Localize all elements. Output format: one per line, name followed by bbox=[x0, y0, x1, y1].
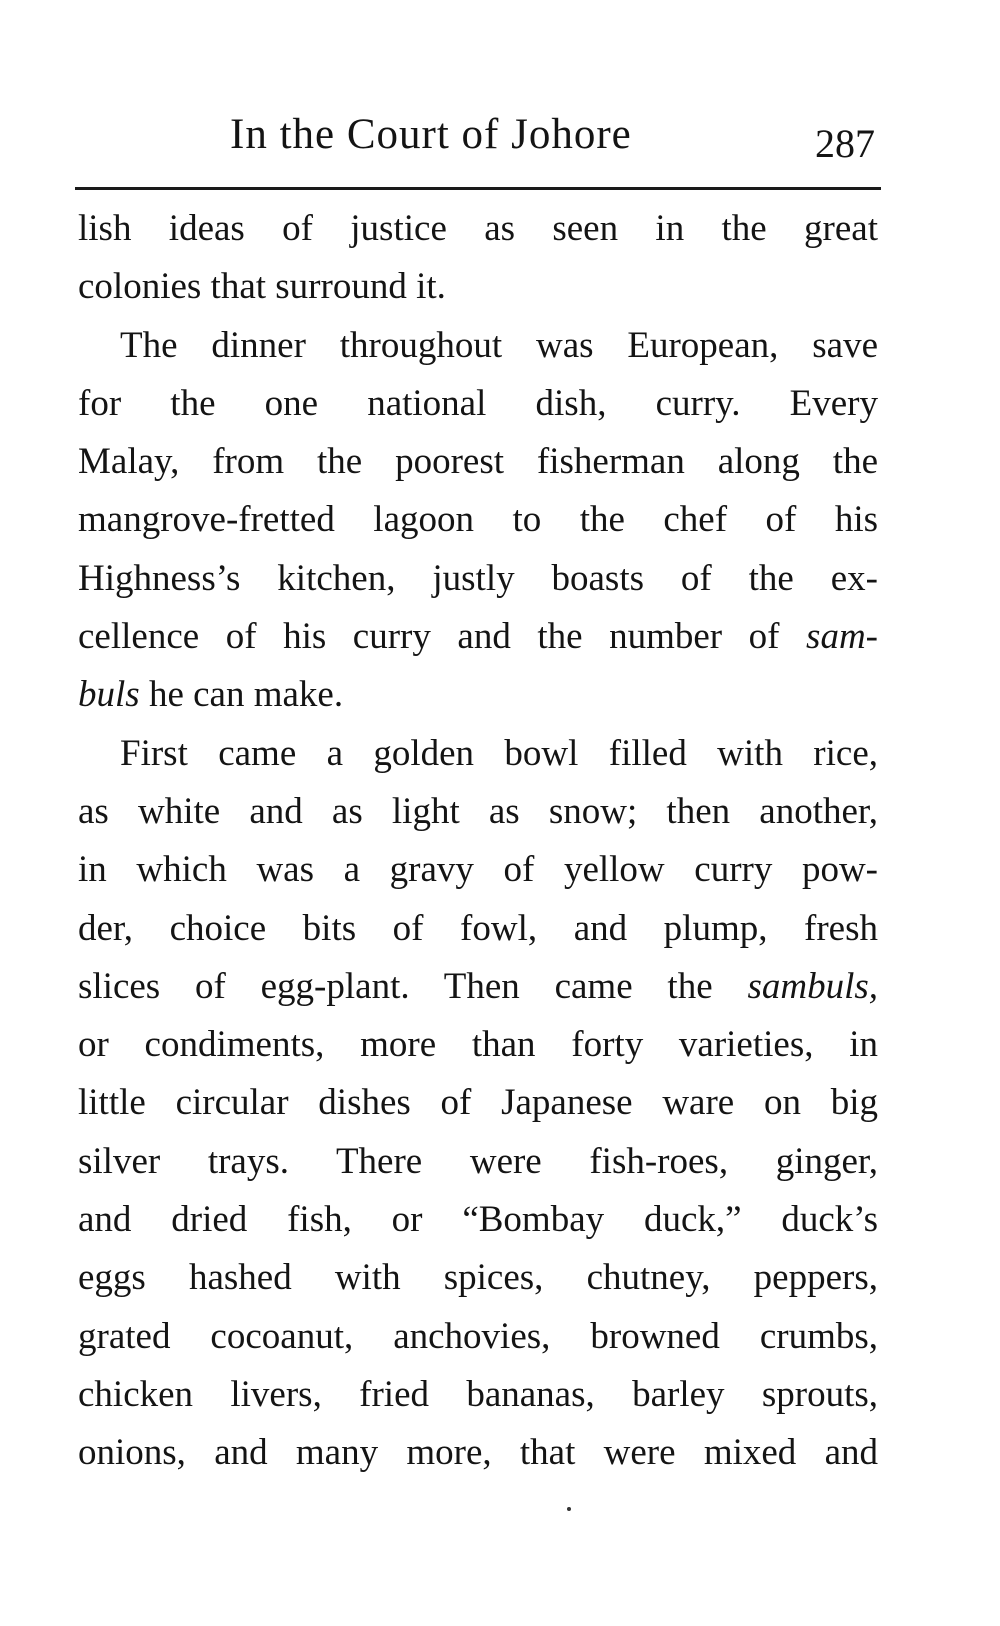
text-line: and dried fish, or “Bombay duck,” duck’s bbox=[78, 1199, 878, 1241]
text-line: silver trays. There were fish-roes, ginger, bbox=[78, 1140, 878, 1182]
running-title: In the Court of Johore bbox=[230, 111, 632, 158]
text-line: mangrove-fretted lagoon to the chef of his bbox=[78, 499, 878, 541]
text-line: Highness’s kitchen, justly boasts of the ex- bbox=[78, 557, 878, 599]
text-line: colonies that surround it. bbox=[78, 266, 446, 308]
text-run: slices of egg-plant. Then came the bbox=[78, 965, 713, 1007]
text-line: or condiments, more than forty varieties, in bbox=[78, 1024, 878, 1066]
running-head bbox=[75, 110, 875, 170]
text-line: eggs hashed with spices, chutney, peppers, bbox=[78, 1257, 878, 1299]
text-line bbox=[78, 958, 878, 1016]
italic-word: sam- bbox=[806, 616, 878, 658]
header-rule bbox=[75, 187, 881, 190]
text-line: onions, and many more, that were mixed and bbox=[78, 1432, 878, 1474]
text-line: lish ideas of justice as seen in the great bbox=[78, 208, 878, 249]
text-line: for the one national dish, curry. Every bbox=[78, 382, 878, 424]
text-line bbox=[78, 608, 878, 666]
italic-word: buls bbox=[78, 674, 140, 716]
text-run: he can make. bbox=[148, 674, 344, 716]
text-line: as white and as light as snow; then another, bbox=[78, 790, 878, 832]
body-text bbox=[78, 200, 878, 1483]
text-line: der, choice bits of fowl, and plump, fresh bbox=[78, 907, 878, 949]
text-run: cellence of his curry and the number of bbox=[78, 616, 780, 658]
text-line: little circular dishes of Japanese ware on big bbox=[78, 1082, 878, 1124]
text-line bbox=[78, 666, 878, 724]
text-line: chicken livers, fried bananas, barley sprouts, bbox=[78, 1373, 878, 1415]
ink-speck bbox=[567, 1507, 571, 1511]
text-line: First came a golden bowl filled with rice, bbox=[120, 732, 878, 774]
text-line: Malay, from the poorest fisherman along the bbox=[78, 441, 878, 483]
text-line: The dinner throughout was European, save bbox=[120, 324, 878, 366]
text-line: in which was a gravy of yellow curry pow- bbox=[78, 849, 878, 891]
page-number: 287 bbox=[815, 121, 875, 166]
italic-word: sambuls, bbox=[747, 965, 879, 1007]
text-line: grated cocoanut, anchovies, browned crumbs, bbox=[78, 1315, 878, 1357]
